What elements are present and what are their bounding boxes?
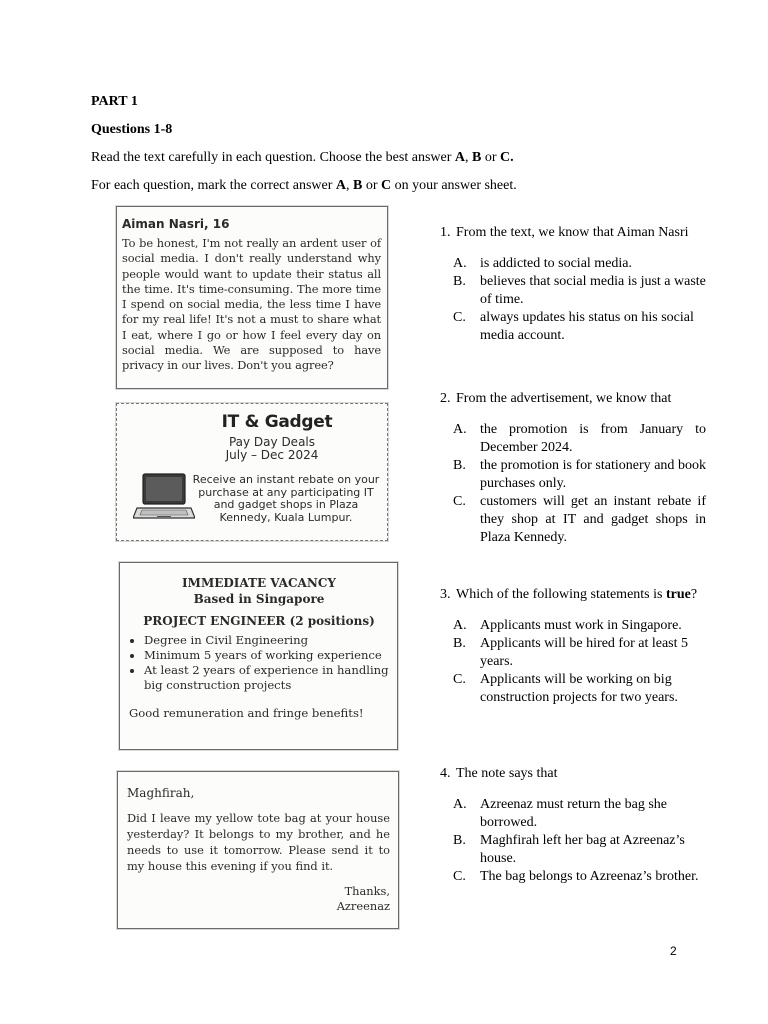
text-box-aiman-nasri xyxy=(116,206,388,389)
answer-options xyxy=(440,617,706,707)
section-header xyxy=(91,93,721,194)
page-number: 2 xyxy=(670,944,677,958)
question-stem: 1. From the text, we know that Aiman Nasri xyxy=(440,225,689,240)
writer-opinion: To be honest, I'm not really an ardent user of social media. I don't really understand why people would want to update their status all the time. It's time-consuming. The more time I spend on social media, the less time I have for my real life! It's not a must to share what I eat, where I go or how I feel every day on social media. We are supposed to have privacy in our lives. Don't you agree? xyxy=(122,236,381,373)
option-c[interactable]: C. customers will get an instant rebate if they shop at IT and gadget shops in Plaza Kennedy. xyxy=(453,494,706,545)
option-b[interactable]: B. Applicants will be hired for at least 5 years. xyxy=(453,636,688,669)
option-c[interactable]: C. Applicants will be working on big construction projects for two years. xyxy=(453,672,678,705)
requirement-item: • Degree in Civil Engineering xyxy=(144,633,389,648)
option-a[interactable]: A. is addicted to social media. xyxy=(453,256,633,271)
option-a[interactable]: A. Applicants must work in Singapore. xyxy=(453,618,682,633)
ad-brand: IT & Gadget xyxy=(221,412,333,432)
requirement-item: • Minimum 5 years of working experience xyxy=(144,648,389,663)
advertisement-it-gadget xyxy=(116,403,388,541)
question-stem: 3. Which of the following statements is true? xyxy=(440,587,698,602)
note-signoff: Thanks, Azreenaz xyxy=(336,884,390,913)
ad-rebate-text: Receive an instant rebate on your purchase at any participating IT and gadget shops in Plaza Kennedy, Kuala Lumpur. xyxy=(192,473,380,524)
note-azreenaz xyxy=(117,771,399,929)
answer-options xyxy=(440,255,706,345)
vacancy-benefits: Good remuneration and fringe benefits! xyxy=(129,706,364,720)
option-a[interactable]: A. Azreenaz must return the bag she borrowed. xyxy=(453,797,667,830)
question-4 xyxy=(440,765,706,886)
instruction-read: Read the text carefully in each question. Choose the best answer A, B or C. xyxy=(91,150,514,165)
questions-range: Questions 1-8 xyxy=(91,122,173,137)
laptop-icon xyxy=(133,470,195,524)
option-a[interactable]: A. the promotion is from January to December 2024. xyxy=(453,422,706,455)
vacancy-position: PROJECT ENGINEER (2 positions) xyxy=(143,614,375,628)
ad-deals: Pay Day Deals July – Dec 2024 xyxy=(225,435,319,462)
note-greeting: Maghfirah, xyxy=(127,786,195,800)
requirement-item: • At least 2 years of experience in handling big construction projects xyxy=(144,663,389,693)
option-b[interactable]: B. believes that social media is just a waste of time. xyxy=(453,274,706,307)
requirements-list xyxy=(129,633,389,693)
question-stem: 4. The note says that xyxy=(440,766,558,781)
answer-options xyxy=(440,421,706,547)
option-b[interactable]: B. the promotion is for stationery and book purchases only. xyxy=(453,458,706,491)
option-c[interactable]: C. always updates his status on his social media account. xyxy=(453,310,694,343)
job-vacancy-notice xyxy=(119,562,398,750)
question-stem: 2. From the advertisement, we know that xyxy=(440,391,672,406)
part-title: PART 1 xyxy=(91,94,138,109)
option-c[interactable]: C. The bag belongs to Azreenaz’s brother. xyxy=(453,869,699,884)
question-3 xyxy=(440,586,706,707)
option-b[interactable]: B. Maghfirah left her bag at Azreenaz’s house. xyxy=(453,833,685,866)
question-2 xyxy=(440,390,706,547)
note-body: Did I leave my yellow tote bag at your house yesterday? It belongs to my brother, and he needs to use it tomorrow. Please send it to my house this evening if you find it. xyxy=(127,811,390,873)
answer-options xyxy=(440,796,706,886)
instruction-mark: For each question, mark the correct answer A, B or C on your answer sheet. xyxy=(91,178,517,193)
writer-name: Aiman Nasri, 16 xyxy=(122,217,230,231)
vacancy-heading: IMMEDIATE VACANCY Based in Singapore xyxy=(182,576,336,606)
question-1 xyxy=(440,224,706,345)
